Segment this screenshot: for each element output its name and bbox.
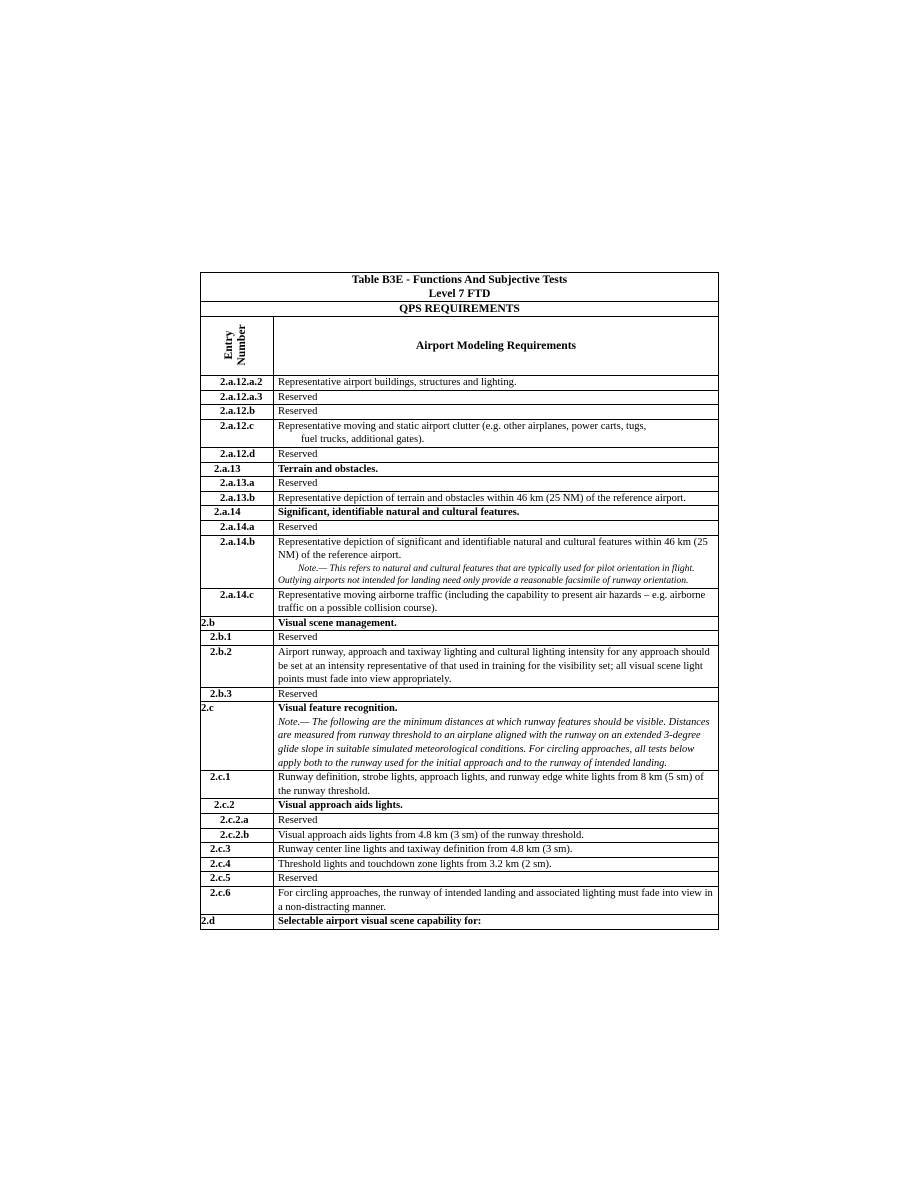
requirement-text: Threshold lights and touchdown zone lights from 3.2 km (2 sm). [274,857,719,872]
entry-number: 2.b [201,616,274,631]
requirement-text: Reserved [274,814,719,829]
section-heading: Visual feature recognition. [278,703,398,715]
requirements-table [200,272,719,930]
table-row [201,520,719,535]
qps-row [201,302,719,317]
requirement-text: Reserved [274,477,719,492]
requirement-text: Runway center line lights and taxiway definition from 4.8 km (3 sm). [274,843,719,858]
requirement-text: Reserved [274,390,719,405]
entry-number: 2.c [201,702,274,771]
section-heading: Terrain and obstacles. [274,462,719,477]
entry-number: 2.a.12.c [201,419,274,447]
requirement-text: Reserved [274,687,719,702]
entry-number: 2.c.3 [201,843,274,858]
table-row [201,887,719,915]
table-row [201,405,719,420]
section-heading: Significant, identifiable natural and cultural features. [274,506,719,521]
entry-number-header [201,317,274,376]
table-row [201,799,719,814]
entry-number: 2.a.12.d [201,447,274,462]
requirement-text: Reserved [274,872,719,887]
section-heading: Visual scene management. [274,616,719,631]
entry-number: 2.a.14.a [201,520,274,535]
requirement-text: Representative moving airborne traffic (including the capability to present air hazards – e.g. airborne traffic on a possible collision course). [274,588,719,616]
entry-number: 2.d [201,915,274,930]
entry-number: 2.a.13 [201,462,274,477]
requirement-note: Note.— The following are the minimum distances at which runway features should be visible. Distances are measured from runway threshold to an airplane aligned with the runway on an extended 3-degree glide slope in suitable simulated meteorological conditions. For circling approaches, all tests below apply both to the runway used for the initial approach and to the runway of intended landing. [278,716,710,769]
entry-number: 2.a.14.c [201,588,274,616]
table-title-row [201,273,719,302]
entry-number: 2.a.13.b [201,491,274,506]
table-row [201,814,719,829]
entry-number: 2.a.14 [201,506,274,521]
entry-number: 2.c.2.a [201,814,274,829]
entry-number: 2.a.12.a.3 [201,390,274,405]
table-row [201,477,719,492]
table-row [201,447,719,462]
entry-number: 2.b.3 [201,687,274,702]
table-title-line1: Table B3E - Functions And Subjective Tests [351,273,568,286]
requirement-text [274,419,719,447]
entry-number: 2.b.1 [201,631,274,646]
table-row [201,616,719,631]
entry-number: 2.a.12.b [201,405,274,420]
table-title-line2: Level 7 FTD [428,287,491,300]
requirement-text: Reserved [274,631,719,646]
entry-number: 2.c.2.b [201,828,274,843]
table-row [201,390,719,405]
entry-number: 2.c.2 [201,799,274,814]
table-row [201,376,719,391]
table-row [201,857,719,872]
requirement-text: Airport runway, approach and taxiway lighting and cultural lighting intensity for any approach should be set at an intensity representative of that used in training for the visibility set; all visual scene light points must fade into view appropriately. [274,645,719,687]
requirement-note: Note.— This refers to natural and cultural features that are typically used for pilot orientation in flight. Outlying airports not intended for landing need only provide a reasonable facsimile of runway orientation. [278,562,695,587]
requirement-text: Reserved [274,447,719,462]
entry-number: 2.a.12.a.2 [201,376,274,391]
table-row [201,588,719,616]
requirements-header: Airport Modeling Requirements [274,317,719,376]
table-title [201,273,719,302]
section-heading: Visual approach aids lights. [274,799,719,814]
requirement-text: Runway definition, strobe lights, approach lights, and runway edge white lights from 8 km (5 sm) of the runway threshold. [274,771,719,799]
requirement-text: For circling approaches, the runway of intended landing and associated lighting must fade into view in a non-distracting manner. [274,887,719,915]
entry-number: 2.a.14.b [201,535,274,588]
requirement-text [274,702,719,771]
table-row [201,645,719,687]
table-row [201,462,719,477]
requirement-text: Reserved [274,405,719,420]
entry-number: 2.b.2 [201,645,274,687]
entry-number: 2.c.1 [201,771,274,799]
entry-header-line2: Number [235,324,248,366]
table-row [201,631,719,646]
entry-header-line1: Entry [222,330,235,360]
table-row [201,702,719,771]
requirement-text-main: Representative depiction of significant and identifiable natural and cultural features within 46 km (25 NM) of the reference airport. [278,536,708,562]
requirement-text: Representative airport buildings, structures and lighting. [274,376,719,391]
requirement-text: Reserved [274,520,719,535]
table-row [201,687,719,702]
requirement-text: Visual approach aids lights from 4.8 km (3 sm) of the runway threshold. [274,828,719,843]
requirement-text-line2: fuel trucks, additional gates). [301,434,425,446]
table-row [201,872,719,887]
table-row [201,535,719,588]
requirement-text: Representative depiction of terrain and obstacles within 46 km (25 NM) of the reference airport. [274,491,719,506]
table-row [201,915,719,930]
table-row [201,419,719,447]
table-row [201,491,719,506]
entry-number: 2.a.13.a [201,477,274,492]
qps-heading: QPS REQUIREMENTS [201,302,719,317]
entry-number: 2.c.4 [201,857,274,872]
requirement-text-line1: Representative moving and static airport clutter (e.g. other airplanes, power carts, tugs, [278,420,647,432]
column-header-row [201,317,719,376]
section-heading: Selectable airport visual scene capability for: [274,915,719,930]
entry-number: 2.c.5 [201,872,274,887]
table-row [201,506,719,521]
entry-number: 2.c.6 [201,887,274,915]
table-row [201,771,719,799]
table-row [201,828,719,843]
table-row [201,843,719,858]
requirement-text [274,535,719,588]
